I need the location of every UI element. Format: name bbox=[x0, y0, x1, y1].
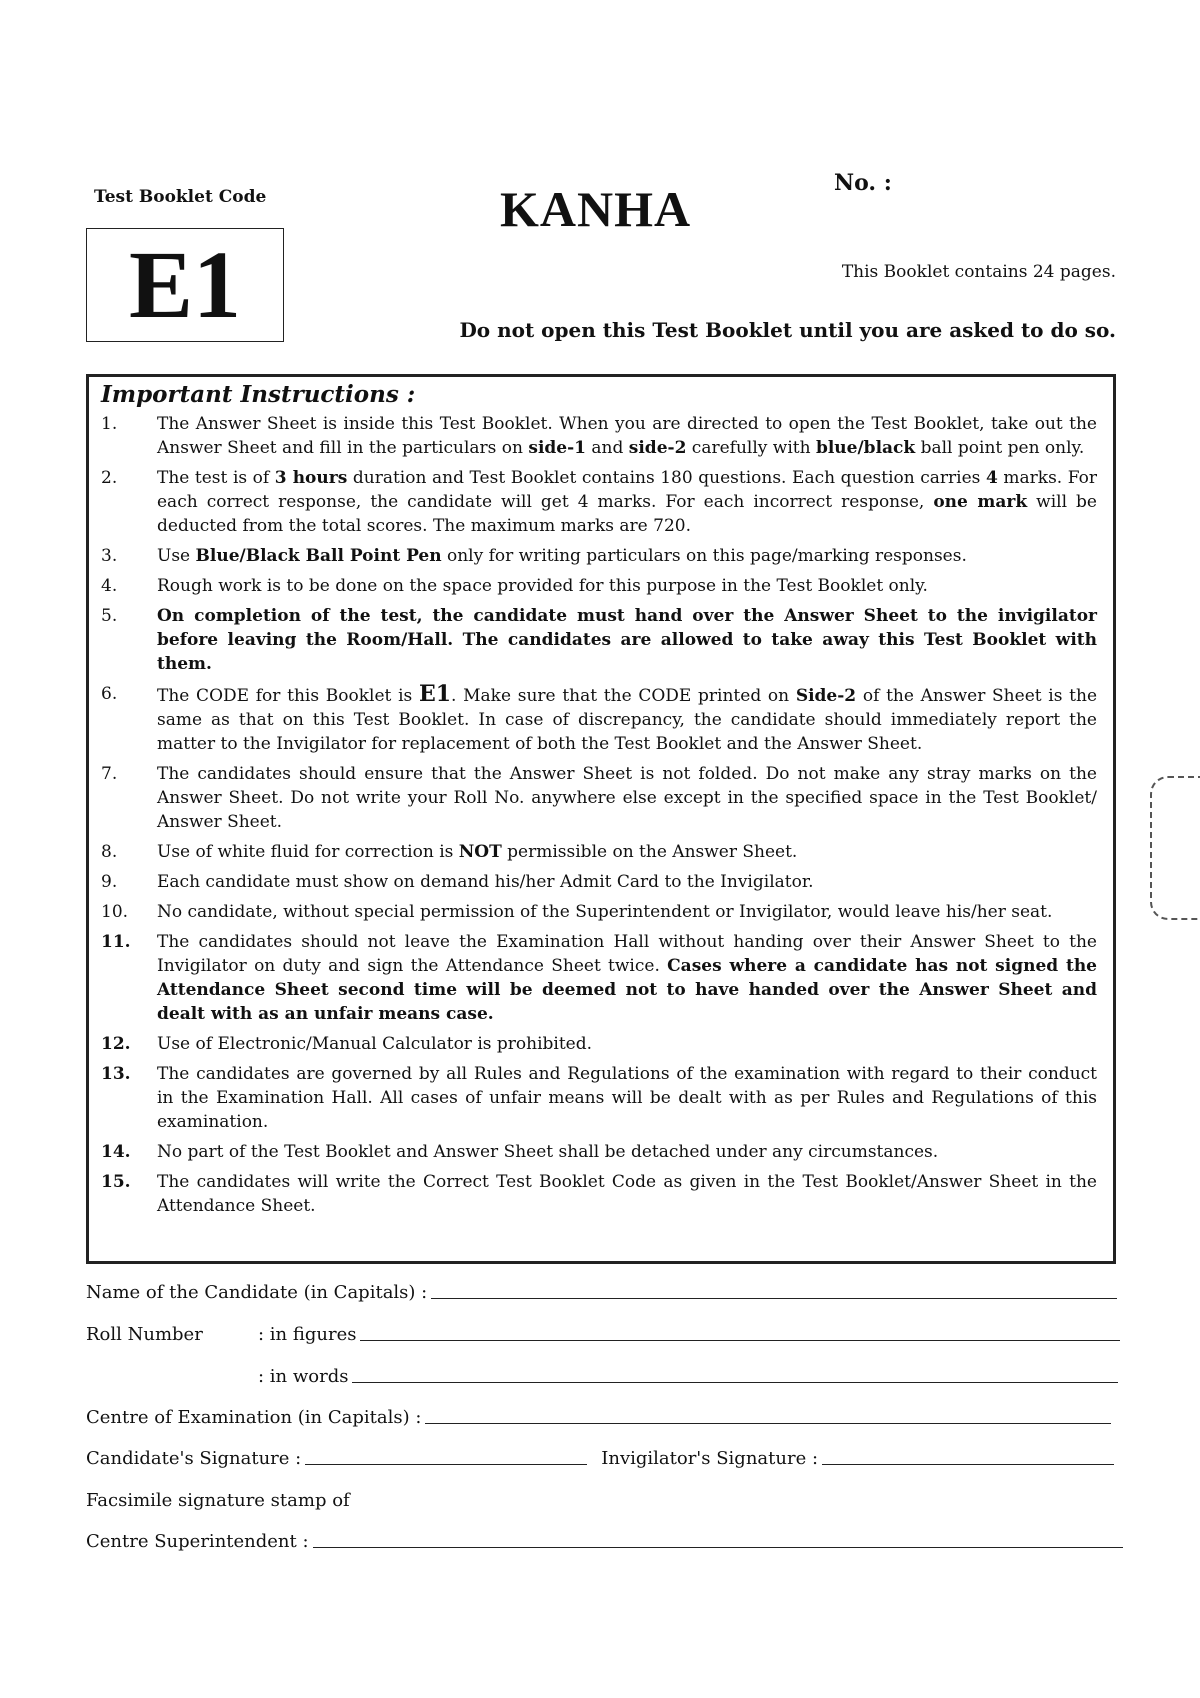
instruction-item bbox=[101, 604, 1097, 676]
instruction-text bbox=[157, 870, 1097, 894]
instruction-text bbox=[157, 900, 1097, 924]
invigilator-signature-field[interactable] bbox=[822, 1464, 1114, 1465]
booklet-number-label: No. : bbox=[834, 170, 892, 196]
instruction-text-run: Blue/Black Ball Point Pen bbox=[195, 546, 442, 566]
candidate-signature-label: Candidate's Signature : bbox=[86, 1448, 302, 1469]
instruction-number: 9. bbox=[101, 872, 118, 892]
instruction-text-run: The CODE for this Booklet is bbox=[157, 686, 419, 706]
instruction-text-run: carefully with bbox=[686, 438, 816, 458]
roll-number-words-field[interactable] bbox=[352, 1382, 1118, 1383]
instruction-text-run: ball point pen only. bbox=[915, 438, 1085, 458]
instruction-number: 8. bbox=[101, 842, 118, 862]
instruction-text bbox=[157, 1062, 1097, 1134]
instruction-text-run: one mark bbox=[933, 492, 1028, 512]
instruction-text-run: duration and Test Booklet contains 180 questions. Each question carries bbox=[347, 468, 986, 488]
instruction-number: 6. bbox=[101, 684, 118, 704]
instruction-text-run: blue/black bbox=[815, 438, 916, 458]
instruction-text-run: and bbox=[586, 438, 629, 458]
centre-row bbox=[86, 1407, 1111, 1428]
in-words-label: : in words bbox=[258, 1366, 349, 1387]
instruction-text-run: The Answer Sheet is inside this Test Booklet. When you are directed to open the Test Booklet, take out the Answer Sheet and fill in the particulars on bbox=[157, 414, 1097, 458]
instruction-text-run: only for writing particulars on this page/marking responses. bbox=[441, 546, 967, 566]
instruction-item bbox=[101, 544, 1097, 568]
roll-number-label: Roll Number bbox=[86, 1324, 203, 1345]
page-count-note: This Booklet contains 24 pages. bbox=[841, 262, 1116, 282]
booklet-code-value: E1 bbox=[128, 231, 242, 338]
instruction-number: 11. bbox=[101, 932, 131, 952]
instruction-text-run: permissible on the Answer Sheet. bbox=[501, 842, 798, 862]
superintendent-field[interactable] bbox=[313, 1547, 1123, 1548]
centre-field[interactable] bbox=[425, 1423, 1111, 1424]
instruction-item bbox=[101, 762, 1097, 834]
do-not-open-warning: Do not open this Test Booklet until you are asked to do so. bbox=[459, 318, 1116, 342]
roll-number-figures-row bbox=[86, 1324, 1120, 1345]
instruction-item bbox=[101, 930, 1097, 1026]
instruction-item bbox=[101, 466, 1097, 538]
instruction-text bbox=[157, 466, 1097, 538]
candidate-name-row bbox=[86, 1282, 1117, 1303]
instruction-text-run: side-1 bbox=[528, 438, 586, 458]
instruction-text-run: side-2 bbox=[628, 438, 687, 458]
superintendent-label: Centre Superintendent : bbox=[86, 1531, 309, 1552]
instruction-item bbox=[101, 682, 1097, 756]
booklet-code-box bbox=[86, 228, 284, 342]
instruction-item bbox=[101, 574, 1097, 598]
instruction-number: 12. bbox=[101, 1034, 131, 1054]
instruction-text bbox=[157, 1170, 1097, 1218]
instruction-text-run: NOT bbox=[458, 842, 502, 862]
instruction-item bbox=[101, 840, 1097, 864]
instruction-item bbox=[101, 1170, 1097, 1218]
candidate-name-label: Name of the Candidate (in Capitals) : bbox=[86, 1282, 428, 1303]
instruction-number: 10. bbox=[101, 902, 129, 922]
instruction-text-run: . Make sure that the CODE printed on bbox=[451, 686, 796, 706]
instruction-text-run: 3 hours bbox=[274, 468, 348, 488]
dashed-margin-box bbox=[1150, 776, 1200, 920]
instruction-text bbox=[157, 574, 1097, 598]
instruction-number: 2. bbox=[101, 468, 118, 488]
instruction-item bbox=[101, 1062, 1097, 1134]
instruction-text-run: The candidates will write the Correct Test Booklet Code as given in the Test Booklet/Answer Sheet in the Attendance Sheet. bbox=[157, 1172, 1097, 1216]
instruction-text-run: E1 bbox=[418, 681, 452, 707]
instruction-text bbox=[157, 930, 1097, 1026]
instruction-item bbox=[101, 412, 1097, 460]
instruction-number: 14. bbox=[101, 1142, 131, 1162]
instruction-text-run: No candidate, without special permission of the Superintendent or Invigilator, would leave his/her seat. bbox=[157, 902, 1053, 922]
instruction-number: 13. bbox=[101, 1064, 131, 1084]
instruction-item bbox=[101, 870, 1097, 894]
instruction-text bbox=[157, 1032, 1097, 1056]
instruction-number: 1. bbox=[101, 414, 118, 434]
facsimile-label: Facsimile signature stamp of bbox=[86, 1490, 350, 1511]
invigilator-signature-label: Invigilator's Signature : bbox=[601, 1448, 819, 1469]
instruction-number: 15. bbox=[101, 1172, 131, 1192]
signatures-row bbox=[86, 1448, 1114, 1469]
instruction-text-run: The candidates should ensure that the Answer Sheet is not folded. Do not make any stray marks on the Answer Sheet. Do not write your Roll No. anywhere else except in the specified space in the Test Booklet/ Answer Sheet. bbox=[157, 764, 1097, 832]
instruction-number: 4. bbox=[101, 576, 118, 596]
instruction-text-run: No part of the Test Booklet and Answer Sheet shall be detached under any circumstances. bbox=[157, 1142, 939, 1162]
roll-number-words-row bbox=[258, 1366, 1118, 1387]
centre-label: Centre of Examination (in Capitals) : bbox=[86, 1407, 422, 1428]
candidate-name-field[interactable] bbox=[431, 1298, 1117, 1299]
instruction-text-run: of the Answer Sheet is the same as that on this Test Booklet. In case of discrepancy, the candidate should immediately report the matter to the Invigilator for replacement of both the Test Booklet and the Answer Sheet. bbox=[157, 686, 1098, 754]
instruction-text-run: Each candidate must show on demand his/her Admit Card to the Invigilator. bbox=[157, 872, 814, 892]
candidate-signature-field[interactable] bbox=[305, 1464, 587, 1465]
instruction-text bbox=[157, 762, 1097, 834]
instruction-text-run: Rough work is to be done on the space provided for this purpose in the Test Booklet only. bbox=[157, 576, 928, 596]
instruction-text bbox=[157, 544, 1097, 568]
instruction-text-run: Use bbox=[157, 546, 196, 566]
instruction-number: 7. bbox=[101, 764, 118, 784]
instruction-text bbox=[157, 682, 1097, 756]
superintendent-row bbox=[86, 1531, 1123, 1552]
test-booklet-code-label: Test Booklet Code bbox=[94, 187, 267, 207]
instruction-text bbox=[157, 604, 1097, 676]
instructions-box bbox=[86, 374, 1116, 1264]
instruction-text-run: The candidates should not leave the Examination Hall without handing over their Answer Sheet to the Invigilator on duty and sign the Attendance Sheet twice. bbox=[157, 932, 1097, 976]
instructions-heading: Important Instructions : bbox=[101, 381, 416, 408]
instruction-number: 5. bbox=[101, 606, 118, 626]
instruction-item bbox=[101, 1032, 1097, 1056]
instruction-item bbox=[101, 1140, 1097, 1164]
instructions-list bbox=[101, 412, 1097, 1218]
instruction-text-run: Side-2 bbox=[795, 686, 857, 706]
instruction-text-run: On completion of the test, the candidate must hand over the Answer Sheet to the invigilator before leaving the Room/Hall. The candidates are allowed to take away this Test Booklet with them. bbox=[157, 606, 1097, 674]
instruction-text-run: marks. For each correct response, the candidate will get 4 marks. For each incorrect response, bbox=[157, 468, 1097, 512]
instruction-text-run: Cases where a candidate has not signed the Attendance Sheet second time will be deemed not to have handed over the Answer Sheet and dealt with as an unfair means case. bbox=[157, 956, 1097, 1024]
instruction-text bbox=[157, 840, 1097, 864]
booklet-title: KANHA bbox=[500, 181, 692, 237]
instruction-item bbox=[101, 900, 1097, 924]
instruction-text-run: will be deducted from the total scores. The maximum marks are 720. bbox=[157, 492, 1097, 536]
facsimile-row bbox=[86, 1490, 350, 1511]
in-figures-label: : in figures bbox=[258, 1324, 357, 1345]
instruction-text-run: The candidates are governed by all Rules and Regulations of the examination with regard to their conduct in the Examination Hall. All cases of unfair means will be dealt with as per Rules and Regulations of this examination. bbox=[157, 1064, 1097, 1132]
instruction-number: 3. bbox=[101, 546, 118, 566]
instruction-text bbox=[157, 1140, 1097, 1164]
instruction-text-run: The test is of bbox=[157, 468, 275, 488]
roll-number-figures-field[interactable] bbox=[360, 1340, 1120, 1341]
instruction-text-run: Use of Electronic/Manual Calculator is prohibited. bbox=[157, 1034, 593, 1054]
instruction-text-run: 4 bbox=[985, 468, 998, 488]
instruction-text-run: Use of white fluid for correction is bbox=[157, 842, 459, 862]
instruction-text bbox=[157, 412, 1097, 460]
